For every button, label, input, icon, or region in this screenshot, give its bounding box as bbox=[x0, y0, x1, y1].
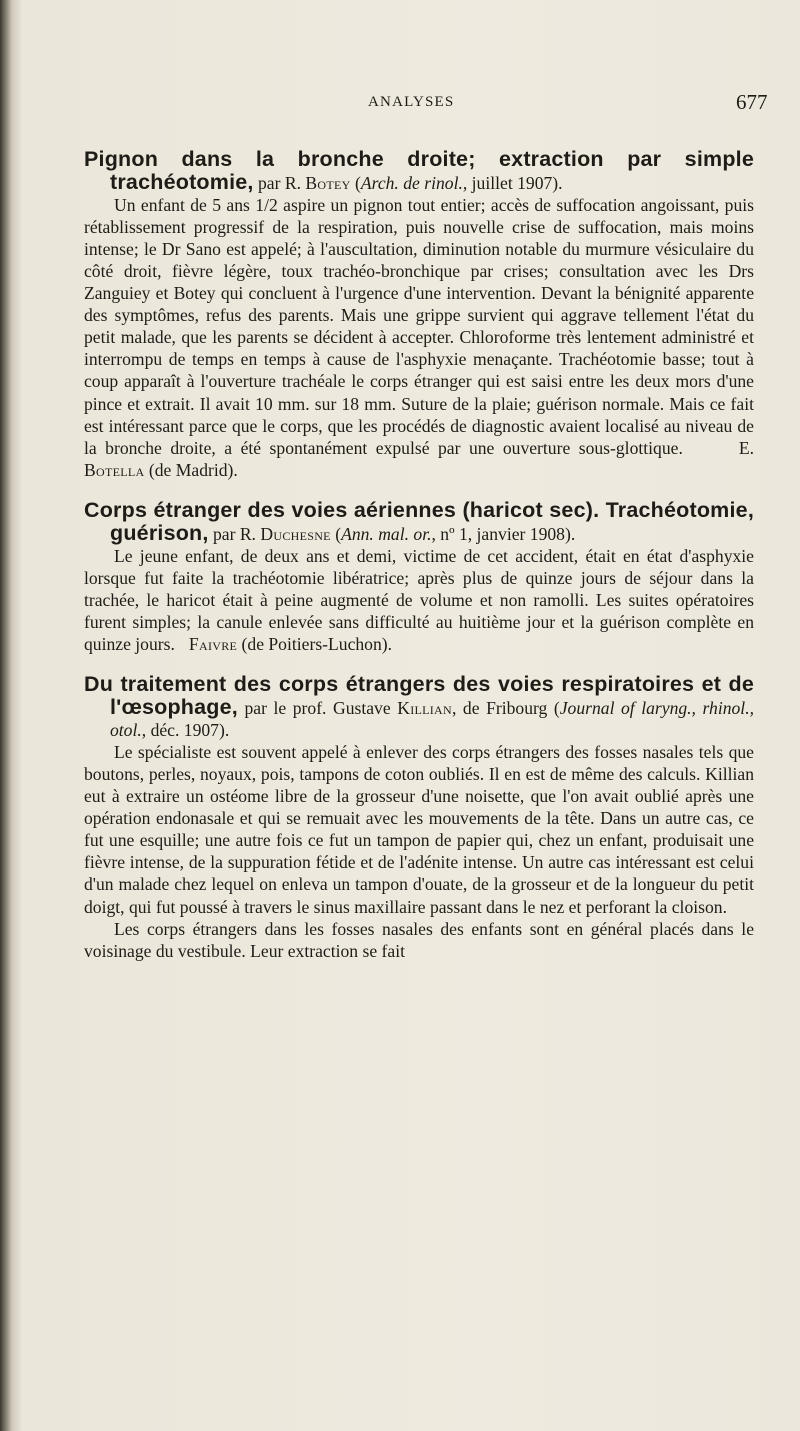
article-pignon bbox=[84, 148, 754, 481]
signature-author: Faivre bbox=[188, 633, 238, 654]
article-title: Pignon dans la bronche droite; extraction par simple trachéotomie, bbox=[84, 147, 754, 195]
page-header bbox=[0, 90, 800, 118]
running-title: ANALYSES bbox=[368, 94, 455, 110]
body-text: Les corps étrangers dans les fosses nasales des enfants sont en général placés dans le voisinage du vestibule. Leur extraction se fait bbox=[84, 918, 754, 961]
journal-name: Ann. mal. or. bbox=[341, 523, 432, 544]
article-body: Un enfant de 5 ans 1/2 aspire un pignon tout entier; accès de suffocation angoissant, puis rétablissement progressif de la respiration, puis nouvelle crise de suffocation, mais moins intense; le Dr Sano est appelé; à l'auscultation, diminution notable du murmure vésiculaire du côté droit, fièvre légère, toux trachéo-bronchique par crises; consultation avec les Drs Zanguiey et Botey qui concluent à l'urgence d'une intervention. Devant la bénignité apparente des symptômes, refus des parents. Mais une grippe survient qui aggrave tellement l'état du petit malade, que les parents se décident à accepter. Chloroforme très lentement administré et interrompu de temps en temps à cause de l'asphyxie menaçante. Trachéotomie basse; tout à coup apparaît à l'ouverture trachéale le corps étranger qui est saisi entre les deux mors d'une pince et extrait. Il avait 10 mm. sur 18 mm. Suture de la plaie; guérison normale. Mais ce fait est intéressant parce que le corps, que les procédés de diagnostic avaient localisé au niveau de la bronche droite, a été spontanément expulsé par une ouverture sous-glottique. E. Botella (de Madrid). bbox=[84, 195, 754, 480]
body-text: Le jeune enfant, de deux ans et demi, victime de cet accident, était en état d'asphyxie lorsque fut faite la trachéotomie libératrice; après plus de quinze jours de séjour dans la trachée, le haricot était à peine augmenté de volume et non ramolli. Les suites opératoires furent simples; la canule enlevée sans difficulté au huitième jour et la guérison complète en quinze jours. bbox=[84, 545, 754, 654]
signature-origin: (de Poitiers-Luchon). bbox=[237, 633, 393, 654]
author-name: Killian bbox=[397, 698, 452, 719]
journal-name: Journal of laryng., rhinol., otol. bbox=[110, 698, 754, 741]
body-text: Un enfant de 5 ans 1/2 aspire un pignon tout entier; accès de suffocation angoissant, puis rétablissement progressif de la respiration, puis nouvelle crise de suffocation, mais moins intense; le Dr Sano est appelé; à l'auscultation, diminution notable du murmure vésiculaire du côté droit, fièvre légère, toux trachéo-bronchique par crises; consultation avec les Drs Zanguiey et Botey qui concluent à l'urgence d'une intervention. Devant la bénignité apparente des symptômes, refus des parents. Mais une grippe survient qui aggrave tellement l'état du petit malade, que les parents se décident à accepter. Chloroforme très lentement administré et interrompu de temps en temps à cause de l'asphyxie menaçante. Trachéotomie basse; tout à coup apparaît à l'ouverture trachéale le corps étranger qui est saisi entre les deux mors d'une pince et extrait. Il avait 10 mm. sur 18 mm. Suture de la plaie; guérison normale. Mais ce fait est intéressant parce que le corps, que les procédés de diagnostic avaient localisé au niveau de la bronche droite, a été spontanément expulsé par une ouverture sous-glottique. bbox=[84, 195, 754, 458]
journal-name: Arch. de rinol. bbox=[360, 173, 463, 194]
article-heading: Corps étranger des voies aériennes (haricot sec). Trachéotomie, guérison, par R. Duchesne (Ann. mal. or., nº 1, janvier 1908). bbox=[84, 497, 754, 545]
article-body bbox=[84, 545, 754, 655]
signature-origin: (de Madrid). bbox=[144, 459, 238, 480]
article-title: Du traitement des corps étrangers des voies respiratoires et de l'œsophage, bbox=[84, 672, 754, 720]
article-haricot bbox=[84, 499, 754, 655]
author-name: Botey bbox=[305, 173, 351, 194]
article-body bbox=[84, 741, 754, 917]
page-number: 677 bbox=[736, 90, 768, 114]
signature-author: Botella bbox=[84, 459, 145, 480]
article-body bbox=[84, 918, 754, 962]
body-text: Le spécialiste est souvent appelé à enlever des corps étrangers des fosses nasales tels que boutons, perles, noyaux, pois, tampons de coton oubliés. Il en est de même des calculs. Killian eut à extraire un ostéome libre de la grosseur d'une noisette, que l'on avait oublié après une opération endonasale et qui se remuait avec les mouvements de la tête. Dans un autre cas, ce fut une esquille; une autre fois ce fut un tampon de papier qui, chez un enfant, produisait une fièvre intense, de la suppuration fétide et de l'adénite intense. Un autre cas intéressant est celui d'un malade chez lequel on enleva un tampon d'ouate, de la grosseur et de la longueur du petit doigt, qui fut poussé à travers le sinus maxillaire passant dans le nez et perforant la cloison. bbox=[84, 742, 754, 917]
article-heading: Pignon dans la bronche droite; extraction par simple trachéotomie, par R. Botey (Arch. de rinol., juillet 1907). bbox=[84, 147, 754, 195]
article-heading: Du traitement des corps étrangers des voies respiratoires et de l'œsophage, par le prof. Gustave Killian, de Fribourg (Journal of laryng., rhinol., otol., déc. 1907). bbox=[84, 672, 754, 741]
page-content bbox=[84, 148, 754, 962]
article-title: Corps étranger des voies aériennes (haricot sec). Trachéotomie, guérison, bbox=[84, 497, 754, 545]
article-traitement bbox=[84, 673, 754, 962]
author-name: Duchesne bbox=[260, 523, 331, 544]
